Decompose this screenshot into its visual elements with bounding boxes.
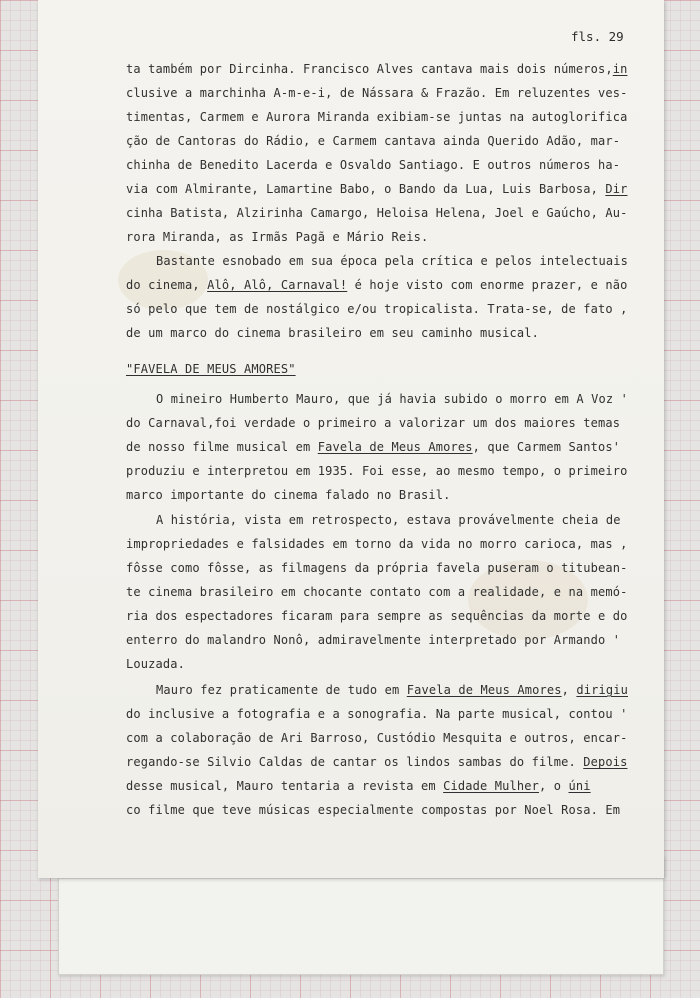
text-line: cinha Batista, Alzirinha Camargo, Heloisa Helena, Joel e Gaúcho, Au- <box>126 206 628 220</box>
section-heading: "FAVELA DE MEUS AMORES" <box>126 362 296 376</box>
text-line: co filme que teve músicas especialmente compostas por Noel Rosa. Em <box>126 803 621 817</box>
text-line: chinha de Benedito Lacerda e Osvaldo Santiago. E outros números ha- <box>126 158 621 172</box>
text-line: te cinema brasileiro em chocante contato com a realidade, e na memó- <box>126 585 628 599</box>
film-title: Favela de Meus Amores <box>406 683 562 697</box>
film-title: Cidade Mulher <box>443 779 539 793</box>
text-line: clusive a marchinha A-m-e-i, de Nássara & Frazão. Em reluzentes ves- <box>126 86 628 100</box>
text-line: ria dos espectadores ficaram para sempre as sequências da morte e do <box>126 609 628 623</box>
page-number: fls. 29 <box>571 29 624 44</box>
text-line: ção de Cantoras do Rádio, e Carmem cantava ainda Querido Adão, mar- <box>126 134 621 148</box>
typewritten-page <box>38 0 664 878</box>
text-line: rora Miranda, as Irmãs Pagã e Mário Reis. <box>126 230 429 244</box>
text-line: A história, vista em retrospecto, estava provávelmente cheia de <box>156 513 621 527</box>
text-line: enterro do malandro Nonô, admiravelmente interpretado por Armando ' <box>126 633 621 647</box>
text-line: O mineiro Humberto Mauro, que já havia subido o morro em A Voz ' <box>156 392 628 406</box>
text-line: produziu e interpretou em 1935. Foi esse, ao mesmo tempo, o primeiro <box>126 464 628 478</box>
text-line: de um marco do cinema brasileiro em seu caminho musical. <box>126 326 539 340</box>
text-line: desse musical, Mauro tentaria a revista em Cidade Mulher, o úni <box>126 779 591 793</box>
text-line: regando-se Silvio Caldas de cantar os lindos sambas do filme. Depois <box>126 755 628 769</box>
text-line: ta também por Dircinha. Francisco Alves cantava mais dois números,in <box>126 62 628 76</box>
text-line: com a colaboração de Ari Barroso, Custódio Mesquita e outros, encar- <box>126 731 628 745</box>
text-line: Louzada. <box>126 657 185 671</box>
text-line: do Carnaval,foi verdade o primeiro a valorizar um dos maiores temas <box>126 416 621 430</box>
text-line: fôsse como fôsse, as filmagens da própria favela puseram o titubean- <box>126 561 628 575</box>
text-line: de nosso filme musical em Favela de Meus Amores, que Carmem Santos' <box>126 440 621 454</box>
text-line: via com Almirante, Lamartine Babo, o Bando da Lua, Luis Barbosa, Dir <box>126 182 628 196</box>
film-title: Alô, Alô, Carnaval! <box>207 278 348 292</box>
text-line: Mauro fez praticamente de tudo em Favela de Meus Amores, dirigiu <box>156 683 628 697</box>
text-line: só pelo que tem de nostálgico e/ou tropicalista. Trata-se, de fato , <box>126 302 628 316</box>
text-line: impropriedades e falsidades em torno da vida no morro carioca, mas , <box>126 537 628 551</box>
text-line: Bastante esnobado em sua época pela crítica e pelos intelectuais <box>156 254 628 268</box>
text-line: timentas, Carmem e Aurora Miranda exibiam-se juntas na autoglorifica <box>126 110 628 124</box>
text-line: do inclusive a fotografia e a sonografia. Na parte musical, contou ' <box>126 707 628 721</box>
film-title: Favela de Meus Amores <box>317 440 473 454</box>
sheet-fold-line <box>59 878 663 879</box>
text-line: marco importante do cinema falado no Brasil. <box>126 488 451 502</box>
text-line: do cinema, Alô, Alô, Carnaval! é hoje visto com enorme prazer, e não <box>126 278 628 292</box>
